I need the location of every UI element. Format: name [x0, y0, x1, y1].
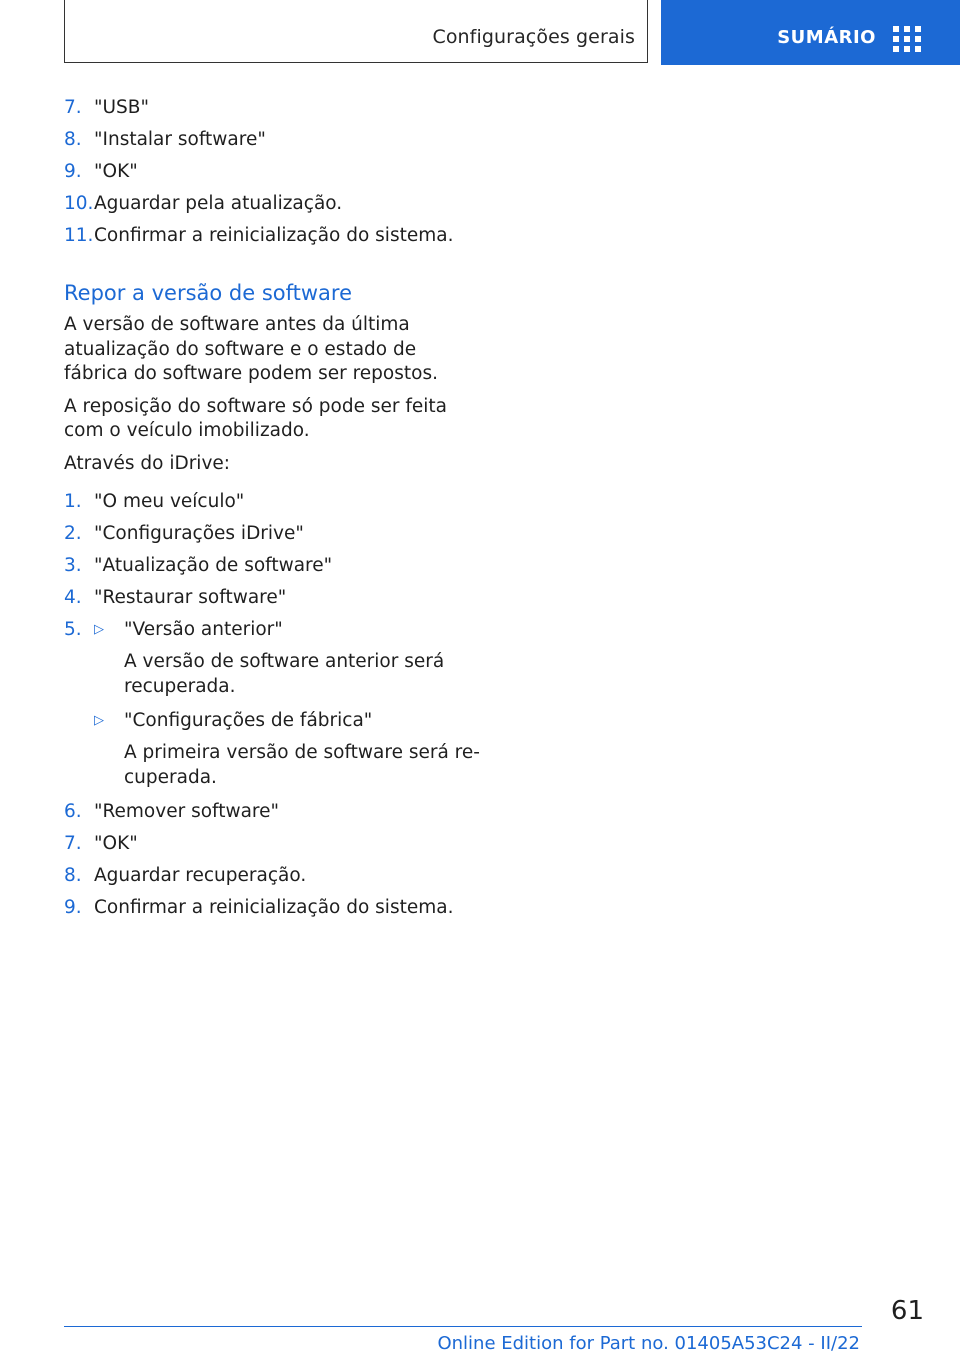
- sub-option-label: "Versão anterior": [124, 619, 283, 640]
- list-item: [64, 800, 484, 824]
- header-section-box: [64, 0, 648, 63]
- steps-top: [64, 96, 484, 248]
- step-number: 6.: [64, 801, 82, 822]
- sub-option: [94, 709, 484, 733]
- step-text: "OK": [94, 161, 138, 182]
- step-text: "Restaurar software": [94, 587, 287, 608]
- list-item: [64, 192, 484, 216]
- step-text: "OK": [94, 833, 138, 854]
- list-item: [64, 896, 484, 920]
- grid-icon: [893, 26, 921, 52]
- paragraph: Através do iDrive:: [64, 452, 231, 474]
- page-number: 61: [890, 1296, 924, 1326]
- step-number: 7.: [64, 97, 82, 118]
- list-item: [64, 128, 484, 152]
- sub-option-description: A versão de software anterior será recuperada.: [124, 651, 445, 697]
- step-number: 9.: [64, 161, 82, 182]
- step-number: 5.: [64, 619, 82, 640]
- list-item: [64, 864, 484, 888]
- step-number: 8.: [64, 129, 82, 150]
- step-number: 11.: [64, 225, 94, 246]
- step-text: Confirmar a reinicialização do sistema.: [94, 897, 454, 918]
- sub-option-label: "Configurações de fábrica": [124, 710, 373, 731]
- step-text: "O meu veículo": [94, 491, 245, 512]
- step-text: "USB": [94, 97, 149, 118]
- steps-bottom: [64, 490, 484, 920]
- step-number: 7.: [64, 833, 82, 854]
- step-number: 3.: [64, 555, 82, 576]
- sub-option: [94, 618, 484, 642]
- list-item: [64, 554, 484, 578]
- step-number: 2.: [64, 523, 82, 544]
- list-item: [64, 586, 484, 610]
- step-text: Aguardar pela atualização.: [94, 193, 343, 214]
- list-item: [64, 160, 484, 184]
- section-title: Configurações gerais: [432, 26, 635, 48]
- list-item: [64, 832, 484, 856]
- step-text: "Remover software": [94, 801, 280, 822]
- footer-divider: [64, 1326, 862, 1327]
- step-text: Confirmar a reinicialização do sistema.: [94, 225, 454, 246]
- paragraph: A versão de software antes da última atualização do software e o estado de fábrica do software podem ser repostos.: [64, 314, 438, 384]
- step-text: "Instalar software": [94, 129, 266, 150]
- step-number: 9.: [64, 897, 82, 918]
- sub-option-description: A primeira versão de software será recuperada.: [124, 742, 480, 788]
- list-item: [64, 224, 484, 248]
- triangle-bullet-icon: ▷: [94, 622, 104, 637]
- summary-button[interactable]: [661, 0, 960, 65]
- step-number: 10.: [64, 193, 94, 214]
- step-text: "Configurações iDrive": [94, 523, 304, 544]
- step-text: Aguardar recuperação.: [94, 865, 307, 886]
- section-heading: Repor a versão de software: [64, 281, 353, 305]
- step-text: "Atualização de software": [94, 555, 333, 576]
- triangle-bullet-icon: ▷: [94, 713, 104, 728]
- step-number: 1.: [64, 491, 82, 512]
- list-item: [64, 522, 484, 546]
- edition-footer: Online Edition for Part no. 01405A53C24 - II/22: [437, 1333, 860, 1354]
- main-content: [64, 96, 484, 928]
- list-item: [64, 96, 484, 120]
- step-number: 8.: [64, 865, 82, 886]
- list-item: [64, 490, 484, 514]
- list-item: [64, 618, 484, 790]
- step-number: 4.: [64, 587, 82, 608]
- summary-label: SUMÁRIO: [777, 27, 876, 48]
- paragraph: A reposição do software só pode ser feita com o veículo imobilizado.: [64, 395, 447, 441]
